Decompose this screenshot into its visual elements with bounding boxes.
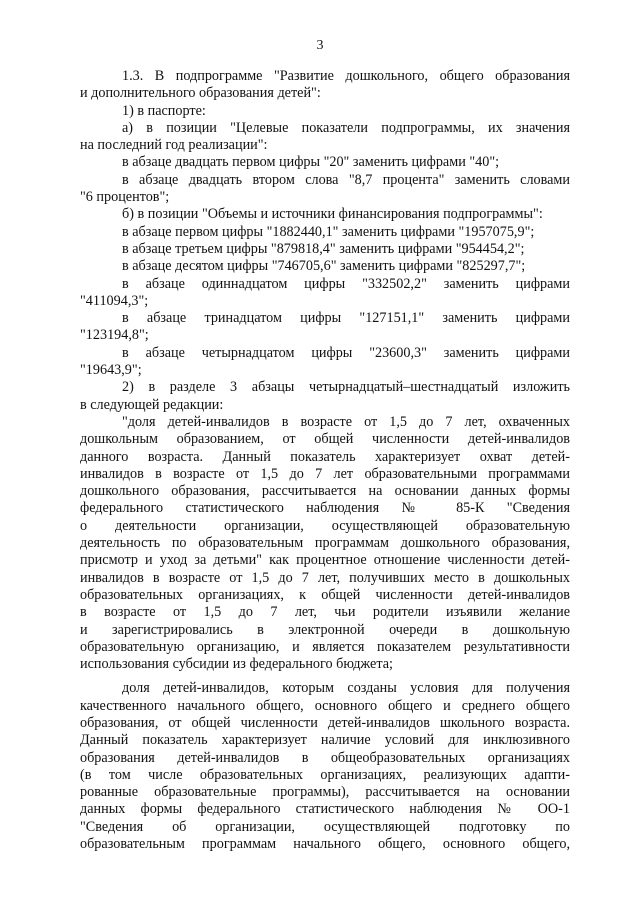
text-line: данного возраста. Данный показатель характеризует охват детей- [80, 448, 570, 465]
text-line: а) в позиции "Целевые показатели подпрограммы, их значения [122, 119, 570, 136]
paragraph-gap [80, 673, 570, 680]
text-line: в следующей редакции: [80, 396, 224, 413]
text-line: "6 процентов"; [80, 189, 170, 206]
text-line: дошкольным образованием, от общей численности детей-инвалидов [80, 431, 570, 448]
page-number: 3 [316, 38, 324, 53]
text-line: на последний год реализации": [80, 137, 268, 154]
text-line: в абзаце четырнадцатом цифры "23600,3" заменить цифрами [122, 344, 570, 361]
text-line: 1.3. В подпрограмме "Развитие дошкольного, общего образования [122, 68, 570, 84]
text-line: образовательных организациях, к общей численности детей-инвалидов [80, 586, 570, 603]
text-line: в возрасте от 1,5 до 7 лет, чьи родители изъявили желание [80, 604, 570, 621]
text-line: (в том числе образовательных организациях, реализующих адапти- [80, 766, 570, 783]
text-line: использования субсидии из федерального бюджета; [80, 656, 393, 673]
text-line: образовательную организацию, и является показателем результативности [80, 638, 570, 655]
text-line: деятельность по образовательным программам дошкольного образования, [80, 535, 570, 552]
text-line: "123194,8"; [80, 327, 149, 344]
text-line: "19643,9"; [80, 362, 142, 379]
text-line: о деятельности организации, осуществляющей образовательную [80, 517, 570, 534]
text-line: Данный показатель характеризует наличие условий для инклюзивного [80, 732, 570, 749]
text-line: в абзаце первом цифры "1882440,1" заменить цифрами "1957075,9"; [122, 223, 535, 240]
text-line: качественного начального общего, основного общего и среднего общего [80, 697, 570, 714]
text-line: дошкольного образования, рассчитывается на основании данных формы [80, 483, 570, 500]
text-line: "Сведения об организации, осуществляющей подготовку по [80, 818, 570, 835]
text-line: доля детей-инвалидов, которым созданы условия для получения [122, 680, 570, 697]
text-line: инвалидов в возрасте от 1,5 до 7 лет образовательными программами [80, 465, 570, 482]
text-line: в абзаце двадцать первом цифры "20" заменить цифрами "40"; [122, 154, 500, 171]
text-line: и зарегистрировались в электронной очереди в дошкольную [80, 621, 570, 638]
text-line: рованные образовательные программы), рассчитывается на основании [80, 784, 570, 801]
text-line: в абзаце десятом цифры "746705,6" заменить цифрами "825297,7"; [122, 258, 526, 275]
text-line: в абзаце тринадцатом цифры "127151,1" заменить цифрами [122, 310, 570, 327]
text-line: образовательным программам начального общего, основного общего, [80, 836, 570, 853]
text-line: 1) в паспорте: [122, 102, 206, 119]
text-line: образования детей-инвалидов в общеобразовательных организациях [80, 749, 570, 766]
text-line: данных формы федерального статистического наблюдения № ОО-1 [80, 801, 570, 818]
text-line: в абзаце третьем цифры "879818,4" заменить цифрами "954454,2"; [122, 240, 525, 257]
text-line: образования, от общей численности детей-инвалидов школьного возраста. [80, 714, 570, 731]
text-line: 2) в разделе 3 абзацы четырнадцатый–шестнадцатый изложить [122, 379, 570, 396]
text-line: "411094,3"; [80, 292, 149, 309]
text-line: федерального статистического наблюдения № 85-К "Сведения [80, 500, 570, 517]
text-line: "доля детей-инвалидов в возрасте от 1,5 до 7 лет, охваченных [122, 413, 570, 430]
text-line: б) в позиции "Объемы и источники финансирования подпрограммы": [122, 206, 543, 223]
document-body [80, 68, 570, 853]
text-line: в абзаце одиннадцатом цифры "332502,2" заменить цифрами [122, 275, 570, 292]
text-line: присмотр и уход за детьми" как процентное отношение численности детей- [80, 552, 570, 569]
text-line: и дополнительного образования детей": [80, 85, 321, 102]
text-line: в абзаце двадцать втором слова "8,7 процента" заменить словами [122, 171, 570, 188]
text-line: инвалидов в возрасте от 1,5 до 7 лет, получивших место в дошкольных [80, 569, 570, 586]
